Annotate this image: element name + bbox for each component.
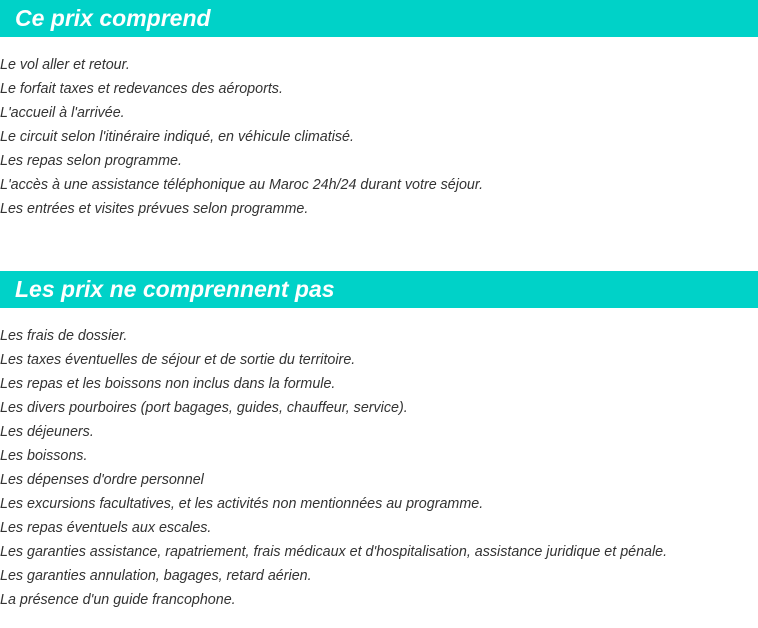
- list-item: Les excursions facultatives, et les activités non mentionnées au programme.: [0, 496, 484, 512]
- list-item: Les repas éventuels aux escales.: [0, 520, 212, 536]
- list-item: La présence d'un guide francophone.: [0, 592, 236, 608]
- list-item: Les repas selon programme.: [0, 153, 182, 169]
- list-item: Les taxes éventuelles de séjour et de sortie du territoire.: [0, 352, 356, 368]
- list-item: Le forfait taxes et redevances des aéroports.: [0, 81, 283, 97]
- excludes-list: [0, 324, 758, 612]
- list-item: L'accueil à l'arrivée.: [0, 105, 125, 121]
- list-item: Les garanties assistance, rapatriement, frais médicaux et d'hospitalisation, assistance juridique et pénale.: [0, 544, 668, 560]
- includes-section-title: Ce prix comprend: [0, 0, 758, 37]
- list-item: Les boissons.: [0, 448, 88, 464]
- list-item: L'accès à une assistance téléphonique au Maroc 24h/24 durant votre séjour.: [0, 177, 484, 193]
- list-item: Les divers pourboires (port bagages, guides, chauffeur, service).: [0, 400, 408, 416]
- includes-list: [0, 53, 758, 221]
- list-item: Le circuit selon l'itinéraire indiqué, en véhicule climatisé.: [0, 129, 354, 145]
- excludes-section-title: Les prix ne comprennent pas: [0, 271, 758, 308]
- list-item: Les repas et les boissons non inclus dans la formule.: [0, 376, 336, 392]
- list-item: Les dépenses d'ordre personnel: [0, 472, 204, 488]
- list-item: Les entrées et visites prévues selon programme.: [0, 201, 309, 217]
- list-item: Les déjeuners.: [0, 424, 94, 440]
- list-item: Le vol aller et retour.: [0, 57, 130, 73]
- list-item: Les frais de dossier.: [0, 328, 128, 344]
- list-item: Les garanties annulation, bagages, retard aérien.: [0, 568, 312, 584]
